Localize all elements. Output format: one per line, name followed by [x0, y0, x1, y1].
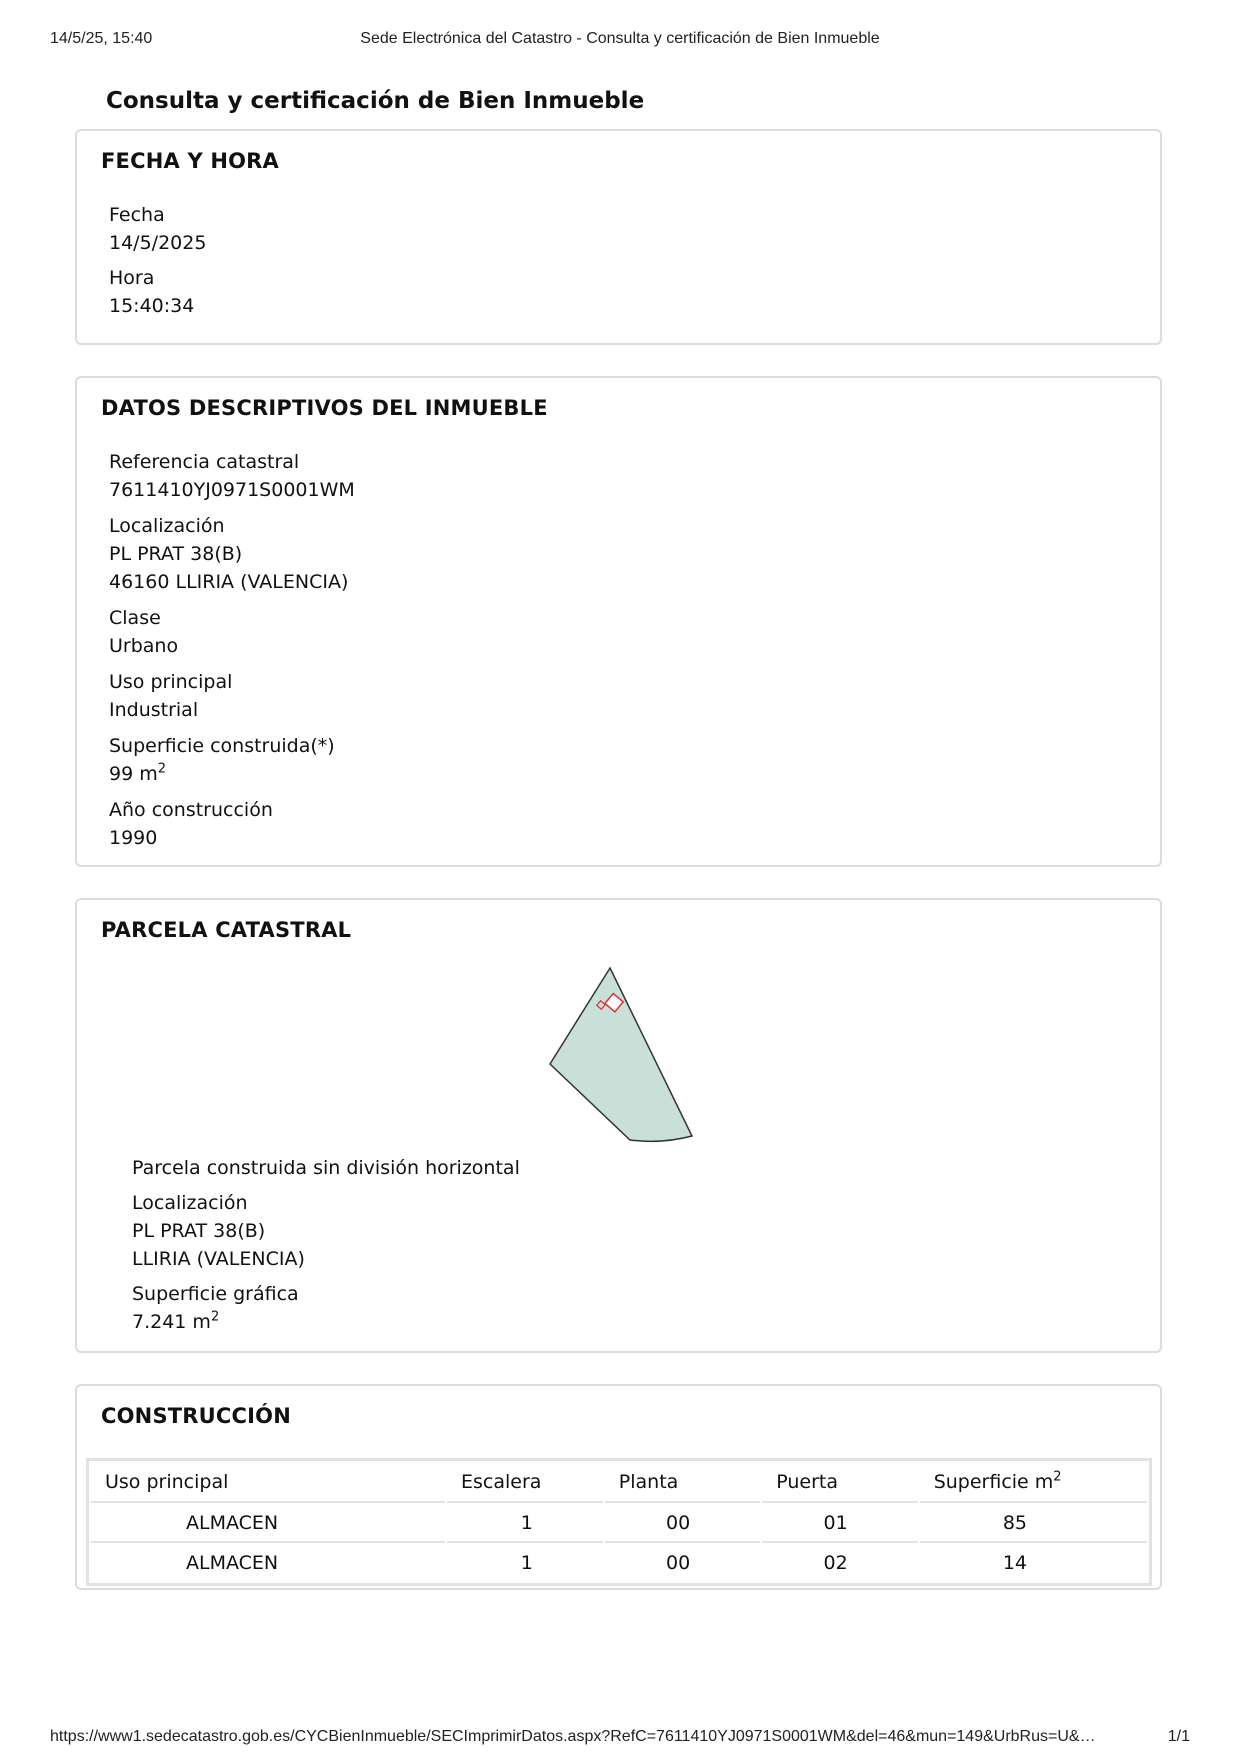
parcela-superficie-field — [132, 1280, 520, 1336]
cell-escalera: 1 — [447, 1505, 603, 1543]
localizacion-line1: PL PRAT 38(B) — [109, 543, 243, 565]
fecha-hora-panel — [75, 129, 1162, 345]
uso-label: Uso principal — [109, 671, 233, 693]
datos-fields — [109, 448, 355, 860]
print-datetime: 14/5/25, 15:40 — [50, 30, 153, 47]
print-header — [50, 30, 1190, 52]
cell-uso: ALMACEN — [91, 1505, 445, 1543]
cell-superficie: 14 — [1002, 1552, 1027, 1574]
datos-descriptivos-heading: DATOS DESCRIPTIVOS DEL INMUEBLE — [101, 396, 548, 420]
print-title: Sede Electrónica del Catastro - Consulta y certificación de Bien Inmueble — [360, 30, 880, 47]
cell-puerta: 01 — [762, 1505, 917, 1543]
print-footer — [50, 1728, 1190, 1750]
table-header-row — [91, 1463, 1147, 1503]
uso-field — [109, 668, 355, 724]
uso-value: Industrial — [109, 699, 199, 721]
cell-superficie: 85 — [920, 1505, 1147, 1543]
parcela-superficie-unit-exp: 2 — [210, 1309, 220, 1325]
referencia-value: 7611410YJ0971S0001WM — [109, 479, 355, 501]
superficie-unit-exp: 2 — [157, 761, 167, 777]
construccion-panel — [75, 1384, 1162, 1590]
parcela-localizacion-line2: LLIRIA (VALENCIA) — [132, 1248, 305, 1270]
fecha-field — [109, 201, 206, 257]
cell-planta: 00 — [605, 1505, 760, 1543]
parcela-descripcion-field — [132, 1154, 520, 1182]
parcel-map — [542, 960, 782, 1150]
hora-label: Hora — [109, 267, 155, 289]
parcela-fields — [132, 1154, 520, 1343]
localizacion-line2: 46160 LLIRIA (VALENCIA) — [109, 571, 349, 593]
cell-uso: ALMACEN — [186, 1552, 279, 1574]
col-planta-header: Planta — [605, 1463, 760, 1503]
parcel-shape — [550, 968, 692, 1141]
anio-value: 1990 — [109, 827, 158, 849]
referencia-field — [109, 448, 355, 504]
col-puerta-header: Puerta — [762, 1463, 917, 1503]
parcela-localizacion-field — [132, 1189, 520, 1273]
parcela-localizacion-line1: PL PRAT 38(B) — [132, 1220, 266, 1242]
parcela-descripcion: Parcela construida sin división horizontal — [132, 1157, 520, 1179]
clase-value: Urbano — [109, 635, 179, 657]
cell-planta: 00 — [666, 1552, 691, 1574]
clase-label: Clase — [109, 607, 161, 629]
fecha-label: Fecha — [109, 204, 165, 226]
fecha-value: 14/5/2025 — [109, 232, 207, 254]
referencia-label: Referencia catastral — [109, 451, 300, 473]
anio-field — [109, 796, 355, 852]
parcela-catastral-panel — [75, 898, 1162, 1353]
hora-value: 15:40:34 — [109, 295, 195, 317]
superficie-value: 99 m — [109, 763, 158, 785]
table-row — [91, 1545, 1147, 1581]
print-url[interactable]: https://www1.sedecatastro.gob.es/CYCBienInmueble/SECImprimirDatos.aspx?RefC=7611410YJ0971S0001WM&del=46&mun=149&UrbRus=U&… — [50, 1728, 1096, 1745]
construccion-table-wrap — [86, 1458, 1152, 1586]
col-superficie-header — [920, 1463, 1147, 1503]
col-uso-header: Uso principal — [91, 1463, 445, 1503]
fecha-hora-fields — [109, 201, 206, 327]
localizacion-field — [109, 512, 355, 596]
construccion-heading: CONSTRUCCIÓN — [101, 1404, 291, 1428]
parcela-superficie-value: 7.241 m — [132, 1311, 211, 1333]
fecha-hora-heading: FECHA Y HORA — [101, 149, 280, 173]
col-escalera-header: Escalera — [447, 1463, 603, 1503]
parcela-localizacion-label: Localización — [132, 1192, 248, 1214]
cell-puerta: 02 — [823, 1552, 848, 1574]
table-row — [91, 1505, 1147, 1543]
localizacion-label: Localización — [109, 515, 225, 537]
col-superficie-label: Superficie m — [933, 1471, 1054, 1493]
clase-field — [109, 604, 355, 660]
superficie-value-wrap — [109, 760, 355, 788]
page-number: 1/1 — [1167, 1728, 1190, 1745]
parcela-superficie-label: Superficie gráfica — [132, 1283, 299, 1305]
superficie-field — [109, 732, 355, 788]
hora-field — [109, 264, 206, 320]
anio-label: Año construcción — [109, 799, 273, 821]
datos-descriptivos-panel — [75, 376, 1162, 867]
col-superficie-exp: 2 — [1053, 1469, 1062, 1485]
parcela-heading: PARCELA CATASTRAL — [101, 918, 352, 942]
parcela-superficie-wrap — [132, 1308, 520, 1336]
cell-escalera: 1 — [520, 1552, 533, 1574]
page-title: Consulta y certificación de Bien Inmueble — [106, 88, 645, 114]
construccion-table — [89, 1461, 1149, 1583]
superficie-label: Superficie construida(*) — [109, 735, 335, 757]
